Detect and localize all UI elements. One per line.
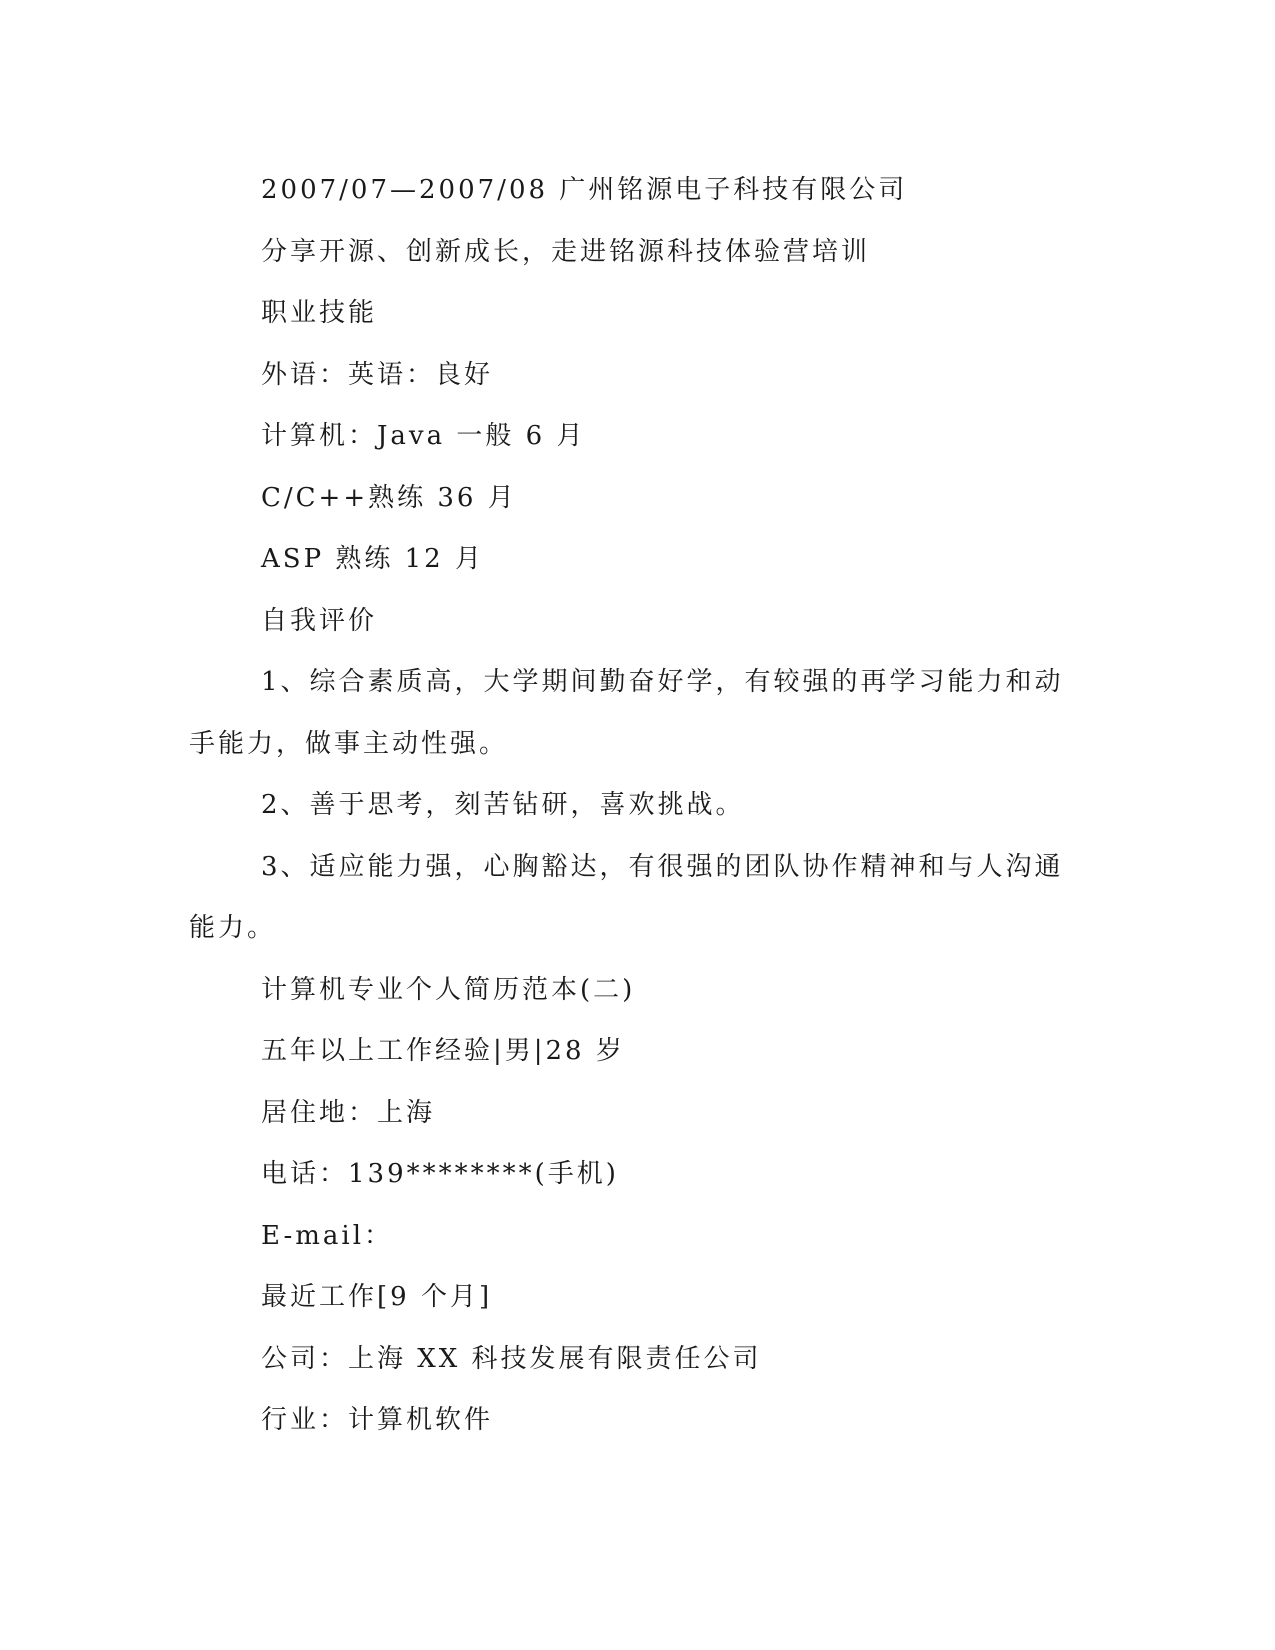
experience-summary-line: 五年以上工作经验|男|28 岁 <box>261 1036 625 1066</box>
computer-skill-asp-line: ASP 熟练 12 月 <box>261 544 484 574</box>
document-body <box>189 160 1069 1452</box>
evaluation-item-3-line-1: 3、适应能力强，心胸豁达，有很强的团队协作精神和与人沟通 <box>261 851 1064 882</box>
work-period-line: 2007/07—2007/08 广州铭源电子科技有限公司 <box>261 175 908 205</box>
recent-work-line: 最近工作[9 个月] <box>261 1282 493 1312</box>
industry-line: 行业：计算机软件 <box>261 1405 494 1435</box>
company-line: 公司：上海 XX 科技发展有限责任公司 <box>261 1343 762 1374</box>
email-line: E-mail： <box>261 1220 394 1251</box>
evaluation-item-1-line-2: 手能力，做事主动性强。 <box>189 728 509 759</box>
language-skill-line: 外语：英语：良好 <box>261 359 494 390</box>
section-heading-skills: 职业技能 <box>261 298 378 328</box>
section-heading-self-evaluation: 自我评价 <box>261 605 378 636</box>
training-line: 分享开源、创新成长，走进铭源科技体验营培训 <box>261 236 871 267</box>
resume-sample-title: 计算机专业个人简历范本(二) <box>261 974 636 1005</box>
evaluation-item-3-line-2: 能力。 <box>189 913 277 943</box>
evaluation-item-1-line-1: 1、综合素质高，大学期间勤奋好学，有较强的再学习能力和动 <box>261 667 1064 697</box>
evaluation-item-2: 2、善于思考，刻苦钻研，喜欢挑战。 <box>261 790 745 820</box>
computer-skill-java-line: 计算机：Java 一般 6 月 <box>261 421 586 451</box>
computer-skill-cpp-line: C/C++熟练 36 月 <box>261 482 517 513</box>
residence-line: 居住地：上海 <box>261 1097 436 1128</box>
phone-line: 电话：139********(手机) <box>261 1159 619 1189</box>
